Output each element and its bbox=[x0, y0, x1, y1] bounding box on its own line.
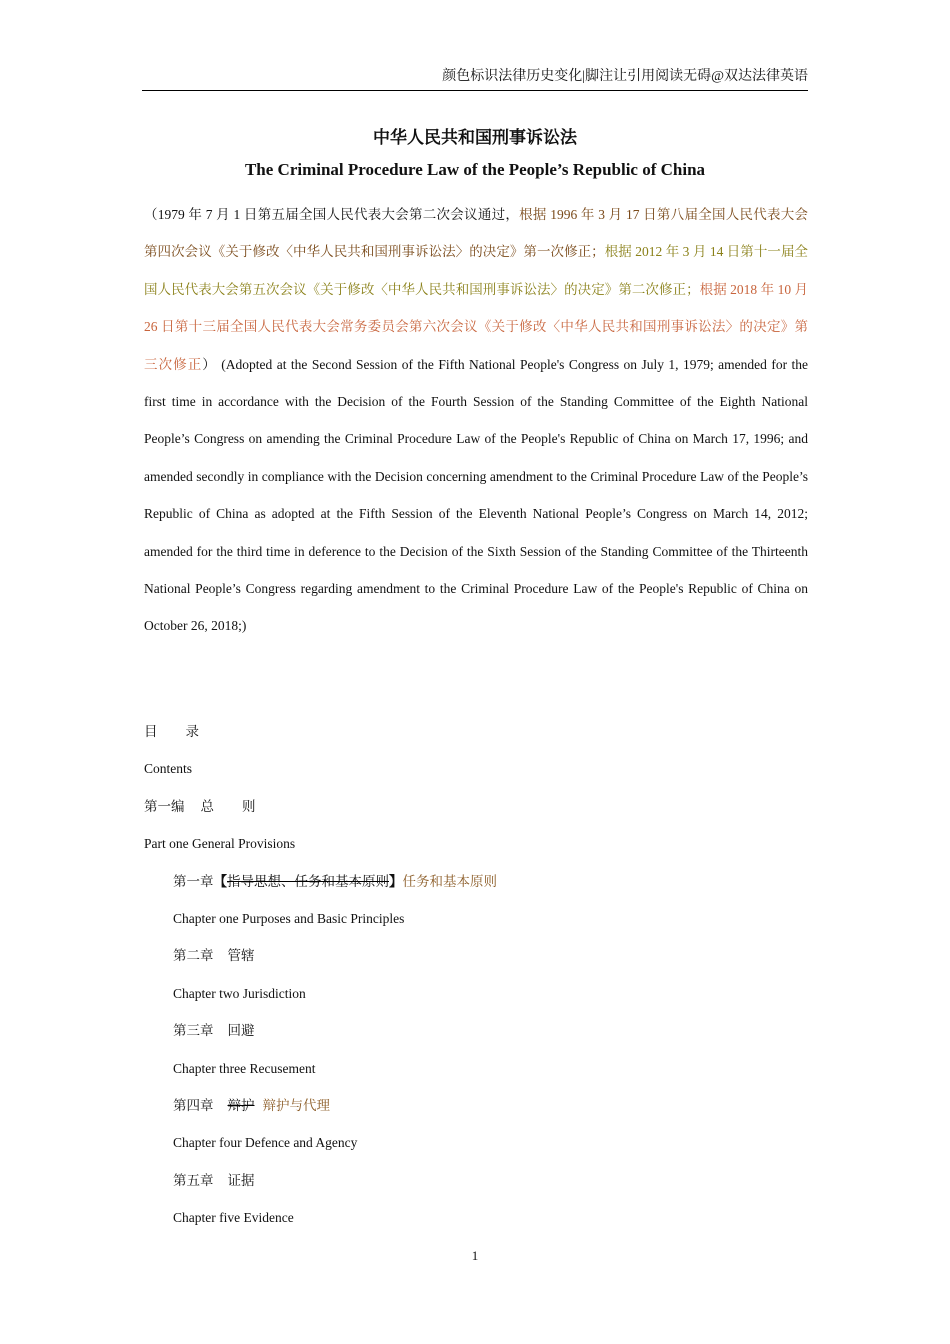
page-number: 1 bbox=[471, 1248, 479, 1263]
toc-heading-en: Contents bbox=[144, 761, 193, 777]
toc-chapter-5-cn[interactable] bbox=[144, 1169, 808, 1206]
adoption-1979-text: （1979 年 7 月 1 日第五届全国人民代表大会第二次会议通过， bbox=[144, 207, 520, 222]
part-one-title-char-1: 总 bbox=[200, 798, 214, 814]
chapter-2-prefix: 第二章 bbox=[173, 948, 214, 964]
toc-heading-cn bbox=[144, 720, 808, 757]
chapter-1-deleted-title: 指导思想、任务和基本原则 bbox=[227, 873, 389, 889]
toc-part-one-cn[interactable] bbox=[144, 795, 808, 832]
toc-chapter-5-en[interactable]: Chapter five Evidence bbox=[173, 1210, 294, 1226]
table-of-contents bbox=[144, 720, 808, 1243]
toc-chapter-4-en[interactable]: Chapter four Defence and Agency bbox=[173, 1135, 358, 1151]
chapter-4-deleted-title: 辩护 bbox=[227, 1097, 255, 1113]
part-one-title-char-2: 则 bbox=[242, 798, 256, 814]
close-paren: ） bbox=[202, 356, 217, 372]
adoption-english-text: (Adopted at the Second Session of the Fifth National People's Congress on July 1, 1979; amended for the first time in accordance with the Decision of the Fourth Session of the Standing Committee of the Eighth National People’s Congress on amending the Criminal Procedure Law of the People's Republic of China on March 17, 1996; and amended secondly in compliance with the Decision concerning amendment to the Criminal Procedure Law of the People’s Republic of China as adopted at the Fifth Session of the Eleventh National People’s Congress on March 14, 2012; amended for the third time in deference to the Decision of the Sixth Session of the Standing Committee of the Thirteenth National People’s Congress regarding amendment to the Criminal Procedure Law of the People's Republic of China on October 26, 2018;) bbox=[144, 356, 809, 634]
toc-chapter-1-en[interactable]: Chapter one Purposes and Basic Principles bbox=[173, 910, 405, 926]
amendment-2012-text: 根据 2012 年 3 月 14 日第十一届全国人民代表大会第五次会议《关于修改〈中华人民共和国刑事诉讼法〉的决定》第二次修正； bbox=[144, 244, 809, 297]
toc-chapter-3-cn[interactable] bbox=[144, 1019, 808, 1056]
toc-chapter-2-en[interactable]: Chapter two Jurisdiction bbox=[173, 985, 306, 1001]
toc-chapter-3-en[interactable]: Chapter three Recusement bbox=[173, 1060, 316, 1076]
bracket-open: 【 bbox=[213, 873, 227, 889]
amendment-2018-text: 根据 2018 年 10 月 26 日第十三届全国人民代表大会常务委员会第六次会议《关于修改〈中华人民共和国刑事诉讼法〉的决定》第三次修正 bbox=[144, 281, 809, 372]
bracket-close: 】 bbox=[389, 873, 403, 889]
toc-part-one-en[interactable]: Part one General Provisions bbox=[144, 836, 296, 852]
toc-heading-char-1: 目 bbox=[144, 724, 158, 739]
law-title-english: The Criminal Procedure Law of the People’s Republic of China bbox=[244, 160, 706, 179]
chapter-1-prefix: 第一章 bbox=[173, 873, 214, 889]
amendment-1996-text: 根据 1996 年 3 月 17 日第八届全国人民代表大会第四次会议《关于修改〈中华人民共和国刑事诉讼法〉的决定》第一次修正； bbox=[144, 207, 809, 260]
chapter-3-prefix: 第三章 bbox=[173, 1023, 214, 1039]
law-title-chinese: 中华人民共和国刑事诉讼法 bbox=[373, 128, 577, 147]
chapter-5-title: 证据 bbox=[227, 1172, 255, 1188]
toc-chapter-4-cn[interactable] bbox=[144, 1094, 808, 1131]
toc-chapter-1-cn[interactable] bbox=[144, 870, 808, 907]
adoption-preamble bbox=[144, 196, 808, 645]
toc-heading-char-2: 录 bbox=[185, 724, 199, 739]
toc-chapter-2-cn[interactable] bbox=[144, 944, 808, 981]
chapter-3-title: 回避 bbox=[227, 1023, 255, 1039]
chapter-4-added-title: 辩护与代理 bbox=[262, 1097, 330, 1113]
chapter-2-title: 管辖 bbox=[227, 948, 255, 964]
chapter-5-prefix: 第五章 bbox=[173, 1172, 214, 1188]
part-one-prefix: 第一编 bbox=[144, 798, 185, 814]
chapter-1-added-title: 任务和基本原则 bbox=[402, 873, 497, 889]
running-header: 颜色标识法律历史变化|脚注让引用阅读无碍@双达法律英语 bbox=[142, 66, 808, 91]
chapter-4-prefix: 第四章 bbox=[173, 1097, 214, 1113]
